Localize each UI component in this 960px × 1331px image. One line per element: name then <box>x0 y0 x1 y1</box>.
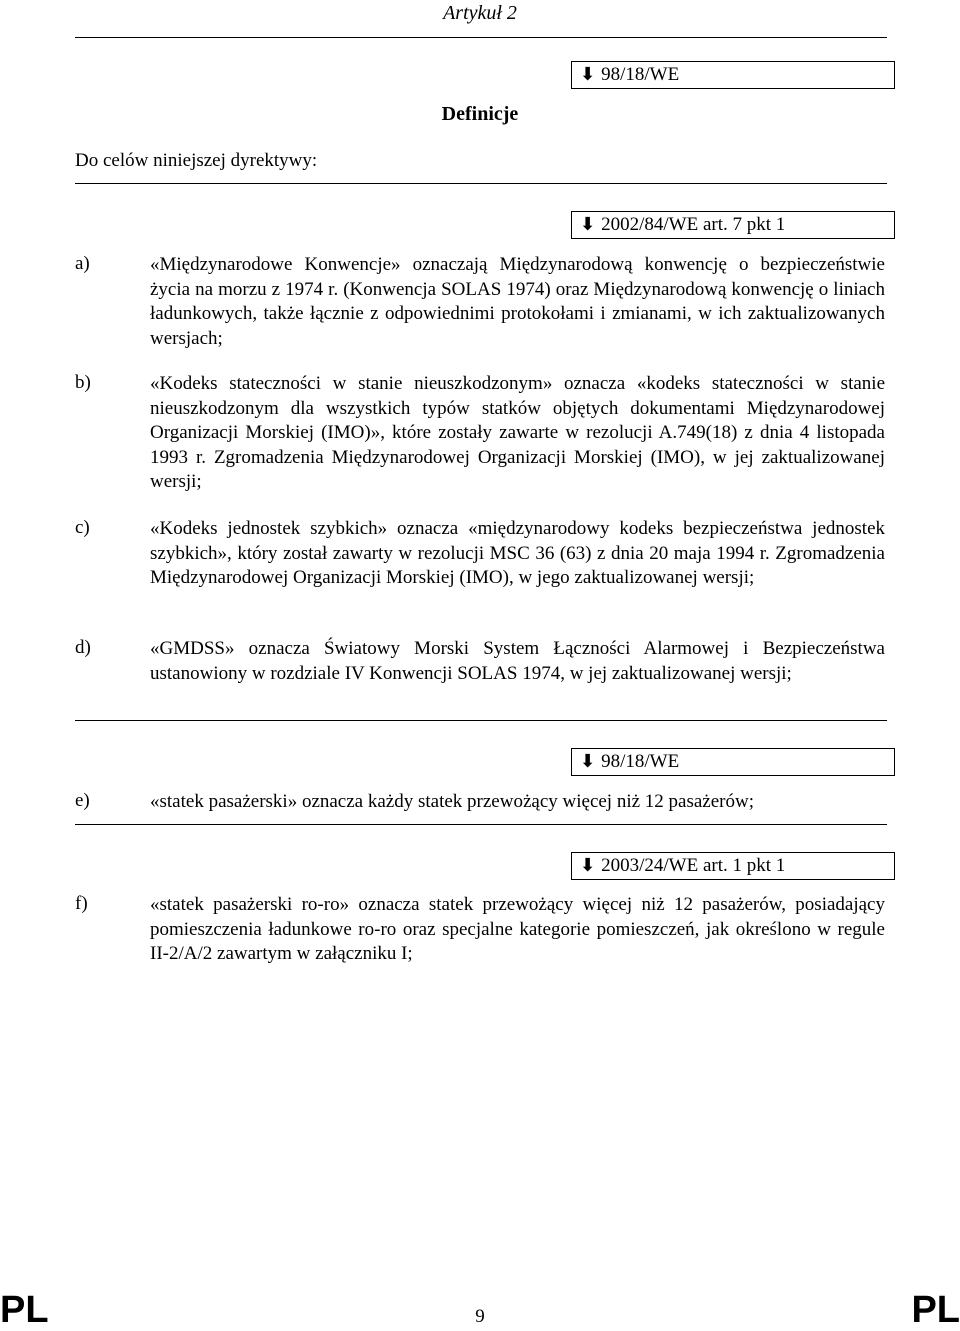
source-reference-box <box>571 748 895 776</box>
definition-item-f <box>75 893 885 967</box>
item-text: «GMDSS» oznacza Światowy Morski System Łączności Alarmowej i Bezpieczeństwa ustanowiony w rozdziale IV Konwencji SOLAS 1974, w jej zaktualizowanej wersji; <box>150 638 885 684</box>
definition-item-a <box>75 253 885 351</box>
definition-item-d <box>75 637 885 686</box>
down-arrow-icon: ⬇ <box>580 855 596 876</box>
section-title: Definicje <box>441 103 519 125</box>
source-reference-box <box>571 852 895 880</box>
article-title: Artykuł 2 <box>443 2 517 24</box>
item-text: «Międzynarodowe Konwencje» oznaczają Międzynarodową konwencję o bezpieczeństwie życia na morzu z 1974 r. (Konwencja SOLAS 1974) oraz Międzynarodową konwencję o liniach ładunkowych, także łącznie z odpowiednimi protokołami i zmianami, w ich zaktualizowanych wersjach; <box>150 254 885 349</box>
page-number: 9 <box>475 1306 485 1327</box>
item-text: «statek pasażerski» oznacza każdy statek przewożący więcej niż 12 pasażerów; <box>150 791 755 812</box>
definition-item-b <box>75 372 885 495</box>
item-letter: d) <box>75 637 91 658</box>
intro-text: Do celów niniejszej dyrektywy: <box>75 150 318 171</box>
down-arrow-icon: ⬇ <box>580 751 596 772</box>
item-letter: c) <box>75 517 90 538</box>
item-letter: b) <box>75 372 91 393</box>
source-reference-box <box>571 61 895 89</box>
item-text: «statek pasażerski ro-ro» oznacza statek przewożący więcej niż 12 pasażerów, posiadający pomieszczenia ładunkowe ro-ro oraz specjalne kategorie pomieszczeń, jak określono w regule II-2/A/2 zawartym w załączniku I; <box>150 894 885 964</box>
item-letter: a) <box>75 253 90 274</box>
section-divider <box>75 183 887 184</box>
down-arrow-icon: ⬇ <box>580 64 596 85</box>
section-divider <box>75 720 887 721</box>
source-reference-label: 98/18/WE <box>601 64 680 85</box>
definition-item-c <box>75 517 885 591</box>
down-arrow-icon: ⬇ <box>580 214 596 235</box>
definition-item-e <box>75 790 885 815</box>
source-reference-box <box>571 211 895 239</box>
source-reference-label: 98/18/WE <box>601 751 680 772</box>
item-letter: e) <box>75 790 90 811</box>
footer-language-left: PL <box>0 1289 49 1331</box>
source-reference-label: 2003/24/WE art. 1 pkt 1 <box>601 855 786 876</box>
source-reference-label: 2002/84/WE art. 7 pkt 1 <box>601 214 786 235</box>
header-divider <box>75 37 887 38</box>
item-letter: f) <box>75 893 88 914</box>
item-text: «Kodeks jednostek szybkich» oznacza «międzynarodowy kodeks bezpieczeństwa jednostek szybkich», który został zawarty w rezolucji MSC 36 (63) z dnia 20 maja 1994 r. Zgromadzenia Międzynarodowej Organizacji Morskiej (IMO), w jego zaktualizowanej wersji; <box>150 518 885 588</box>
section-divider <box>75 824 887 825</box>
footer-language-right: PL <box>911 1289 960 1331</box>
item-text: «Kodeks stateczności w stanie nieuszkodzonym» oznacza «kodeks stateczności w stanie nieuszkodzonym dla wszystkich typów statków objętych dokumentami Międzynarodowej Organizacji Morskiej (IMO)», które zostały zawarte w rezolucji A.749(18) z dnia 4 listopada 1993 r. Zgromadzenia Międzynarodowej Organizacji Morskiej (IMO), w jej zaktualizowanej wersji; <box>150 373 885 492</box>
